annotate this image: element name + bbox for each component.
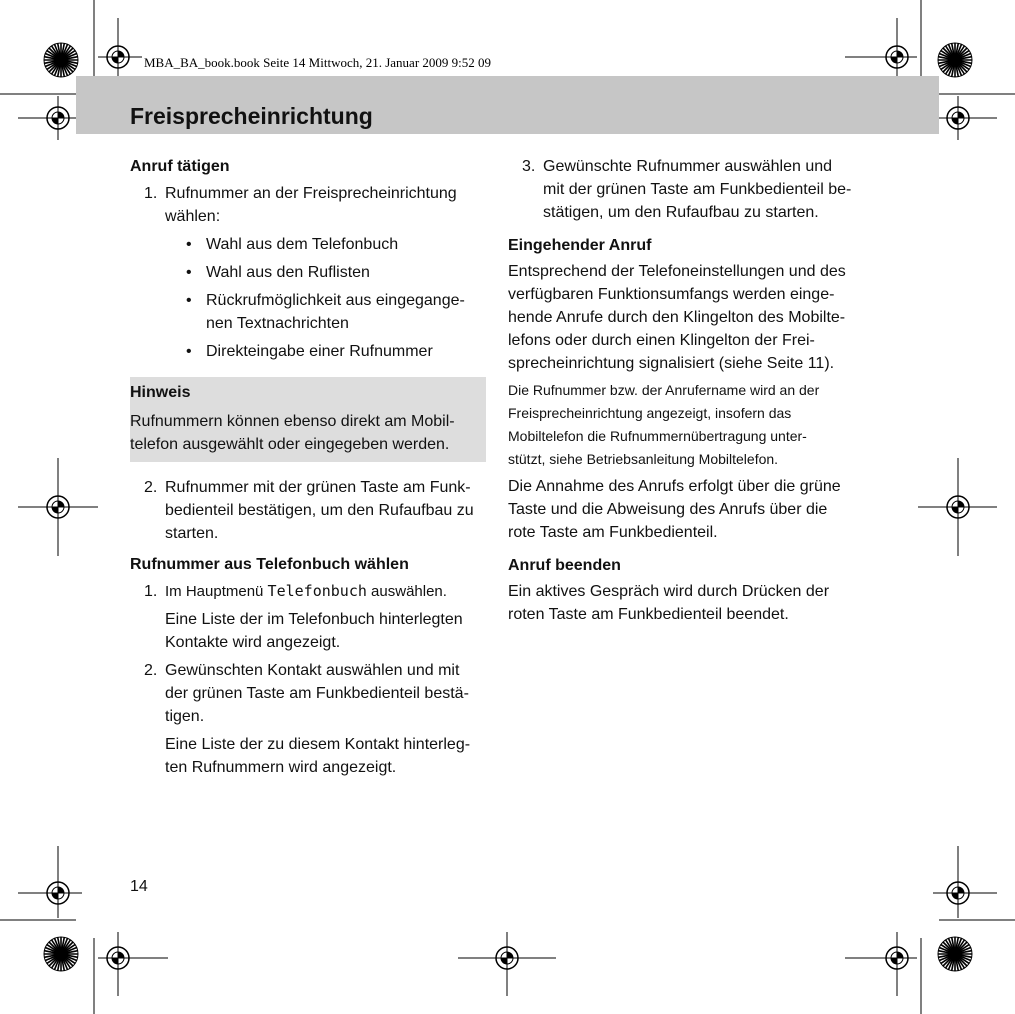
step-line: stätigen, um den Rufaufbau zu starten.	[543, 204, 819, 221]
step-number: 1.	[144, 583, 158, 600]
paragraph-line: Taste und die Abweisung des Anrufs über die	[508, 501, 828, 518]
page-number: 14	[130, 878, 148, 895]
step-line: starten.	[165, 525, 219, 542]
paragraph	[508, 580, 864, 626]
section-heading-anruf-taetigen: Anruf tätigen	[130, 158, 230, 175]
step-line: mit der grünen Taste am Funkbedienteil be-	[543, 181, 852, 198]
step-number: 3.	[522, 158, 536, 175]
section-heading-anruf-beenden: Anruf beenden	[508, 557, 621, 574]
step-number: 2.	[144, 662, 158, 679]
step-line: Rufnummer mit der grünen Taste am Funk-	[165, 479, 471, 496]
paragraph-line: roten Taste am Funkbedienteil beendet.	[508, 606, 789, 623]
list-item-text: Wahl aus den Ruflisten	[206, 264, 370, 281]
list-item-text: Rückrufmöglichkeit aus eingegange-	[206, 292, 465, 309]
phonebook-step-2	[130, 659, 486, 728]
menu-item-telefonbuch: Telefonbuch	[267, 582, 367, 600]
step-line: bedienteil bestätigen, um den Rufaufbau zu	[165, 502, 474, 519]
bullet-icon: •	[186, 236, 192, 253]
note-text: telefon ausgewählt oder eingegeben werden.	[130, 436, 450, 453]
step-3	[508, 155, 864, 224]
paragraph	[508, 260, 864, 375]
step-1	[130, 182, 486, 228]
paragraph-line: Entsprechend der Telefoneinstellungen und des	[508, 263, 846, 280]
paragraph-line: lefons oder durch einen Klingelton der Frei-	[508, 332, 815, 349]
paragraph-line: rote Taste am Funkbedienteil.	[508, 524, 718, 541]
step-line: Rufnummer an der Freisprecheinrichtung	[165, 185, 457, 202]
list-item-text: Wahl aus dem Telefonbuch	[206, 236, 399, 253]
step-line	[165, 580, 486, 603]
left-column	[130, 155, 486, 779]
step-line: Gewünschte Rufnummer auswählen und	[543, 158, 833, 175]
right-column	[508, 155, 864, 626]
section-heading-telefonbuch: Rufnummer aus Telefonbuch wählen	[130, 556, 409, 573]
paragraph-line: Die Annahme des Anrufs erfolgt über die grüne	[508, 478, 841, 495]
paragraph-line: Die Rufnummer bzw. der Anrufername wird an der	[508, 382, 820, 398]
paragraph-line: verfügbaren Funktionsumfangs werden einge-	[508, 286, 835, 303]
paragraph-line: Freisprecheinrichtung angezeigt, insofern das	[508, 405, 792, 421]
section-heading-eingehender-anruf: Eingehender Anruf	[508, 237, 652, 254]
phonebook-step-1	[130, 580, 486, 603]
step-number: 1.	[144, 185, 158, 202]
note-box	[130, 377, 486, 462]
step-line: Eine Liste der zu diesem Kontakt hinterleg-	[165, 736, 471, 753]
page-title: Freisprecheinrichtung	[130, 103, 373, 129]
note-title: Hinweis	[130, 384, 191, 401]
step-line: Kontakte wird angezeigt.	[165, 634, 341, 651]
step-line: Eine Liste der im Telefonbuch hinterlegten	[165, 611, 463, 628]
list-item	[130, 289, 486, 335]
step-line: Gewünschten Kontakt auswählen und mit	[165, 662, 460, 679]
paragraph-line: Ein aktives Gespräch wird durch Drücken der	[508, 583, 830, 600]
list-item	[130, 233, 486, 256]
paragraph-line: hende Anrufe durch den Klingelton des Mobilte-	[508, 309, 846, 326]
paragraph-line: Mobiltelefon die Rufnummernübertragung unter-	[508, 428, 807, 444]
step-text: auswählen.	[366, 583, 447, 600]
step-result	[130, 733, 486, 779]
step-text: Im Hauptmenü	[165, 583, 268, 600]
step-line: ten Rufnummern wird angezeigt.	[165, 759, 397, 776]
step-number: 2.	[144, 479, 158, 496]
step-2	[130, 476, 486, 545]
print-slug: MBA_BA_book.book Seite 14 Mittwoch, 21. Januar 2009 9:52 09	[144, 55, 492, 70]
list-item-text: Direkteingabe einer Rufnummer	[206, 343, 433, 360]
list-item-text: nen Textnachrichten	[206, 315, 349, 332]
step-line: wählen:	[165, 208, 221, 225]
paragraph	[508, 379, 864, 471]
paragraph-line: stützt, siehe Betriebsanleitung Mobiltelefon.	[508, 451, 779, 467]
list-item	[130, 261, 486, 284]
bullet-icon: •	[186, 264, 192, 281]
step-line: der grünen Taste am Funkbedienteil bestä-	[165, 685, 469, 702]
step-result	[130, 608, 486, 654]
bullet-icon: •	[186, 343, 192, 360]
paragraph-line: sprecheinrichtung signalisiert (siehe Seite 11).	[508, 355, 835, 372]
step-line: tigen.	[165, 708, 205, 725]
bullet-icon: •	[186, 292, 192, 309]
paragraph	[508, 475, 864, 544]
note-text: Rufnummern können ebenso direkt am Mobil-	[130, 413, 455, 430]
list-item	[130, 340, 486, 363]
